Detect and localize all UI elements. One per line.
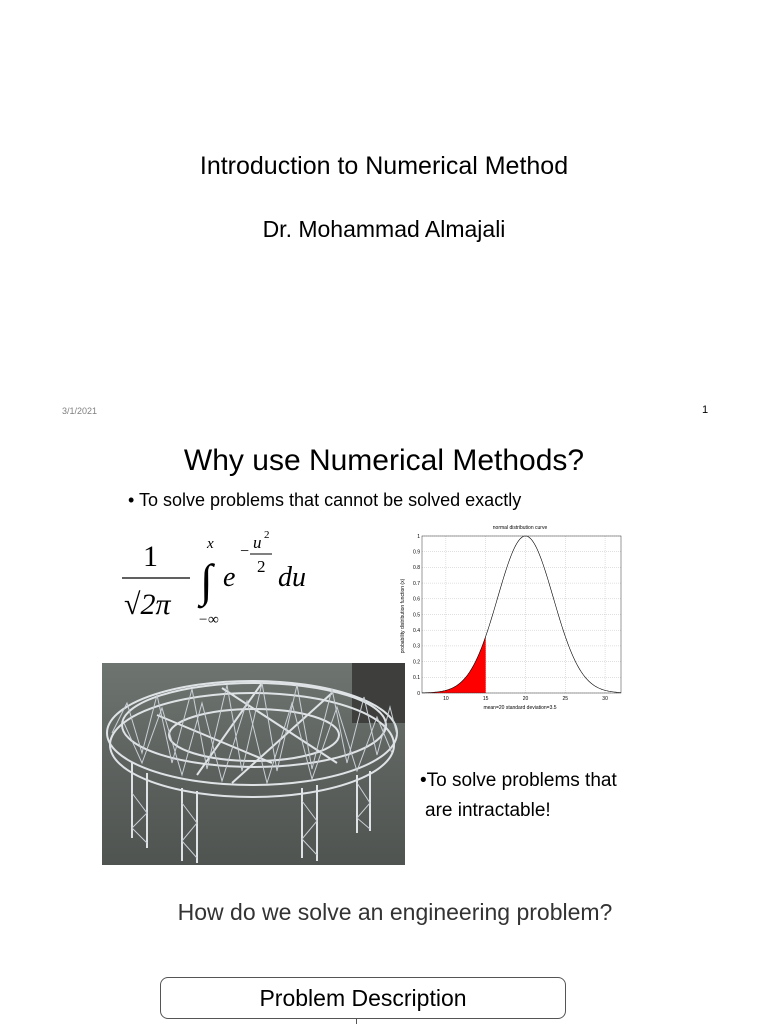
bullet-intractable-line1: •To solve problems that: [420, 770, 617, 791]
y-tick-label: 0.6: [413, 596, 420, 603]
differential: du: [278, 562, 306, 593]
flow-connector: [356, 1019, 357, 1024]
slide2-title: Why use Numerical Methods?: [183, 444, 585, 477]
exp-sign: −: [240, 543, 250, 560]
y-tick-label: 0.2: [413, 659, 420, 666]
lower-limit: −∞: [198, 612, 219, 628]
y-tick-label: 0.7: [413, 580, 420, 587]
chart-xlabel: mean=20 standard deviation=3.5: [483, 705, 557, 711]
x-tick-label: 25: [562, 696, 569, 702]
upper-limit: x: [207, 536, 214, 552]
exp-denominator: 2: [257, 557, 266, 576]
chart-ylabel: probability distribution function (x): [400, 578, 406, 654]
exp-base: e: [223, 562, 236, 593]
integral-sign: ∫: [200, 555, 213, 606]
plot-frame: [422, 536, 621, 693]
slide-date: 3/1/2021: [62, 406, 98, 416]
y-tick-label: 0.9: [413, 549, 420, 556]
exp-numerator: u: [253, 533, 262, 552]
y-tick-label: 0.1: [413, 675, 420, 682]
chart-grid: [422, 536, 621, 693]
formula-denominator: √2π: [124, 588, 171, 621]
y-tick-label: 1: [417, 533, 420, 540]
page-number: 1: [702, 404, 709, 416]
bullet-intractable-line2: are intractable!: [425, 800, 551, 821]
distribution-curve: [422, 536, 621, 693]
problem-description-box: [160, 977, 566, 1019]
chart-ticks: [413, 534, 608, 702]
y-tick-label: 0.4: [413, 628, 420, 634]
truss-structure-photo: [102, 663, 405, 865]
bullet-intractable: [420, 766, 617, 826]
bullet-exact: • To solve problems that cannot be solved exactly: [128, 490, 522, 510]
slide3-question: How do we solve an engineering problem?: [177, 899, 613, 925]
chart-title: normal distribution curve: [492, 525, 548, 531]
normal-distribution-chart: [395, 521, 635, 711]
gaussian-integral-formula: [110, 526, 350, 636]
y-tick-label: 0.8: [413, 565, 420, 572]
x-tick-label: 20: [522, 696, 529, 702]
y-tick-label: 0: [417, 690, 420, 697]
problem-description-label: Problem Description: [259, 984, 467, 1011]
x-tick-label: 30: [602, 696, 608, 702]
y-tick-label: 0.3: [413, 643, 420, 650]
exp-power: 2: [264, 529, 270, 541]
x-tick-label: 10: [443, 696, 449, 702]
shaded-area: [422, 636, 486, 693]
formula-numerator: 1: [143, 540, 158, 573]
slide1-title: Introduction to Numerical Method: [199, 152, 569, 180]
y-tick-label: 0.5: [413, 612, 420, 619]
x-tick-label: 15: [482, 696, 489, 702]
slide1-author: Dr. Mohammad Almajali: [262, 216, 506, 242]
